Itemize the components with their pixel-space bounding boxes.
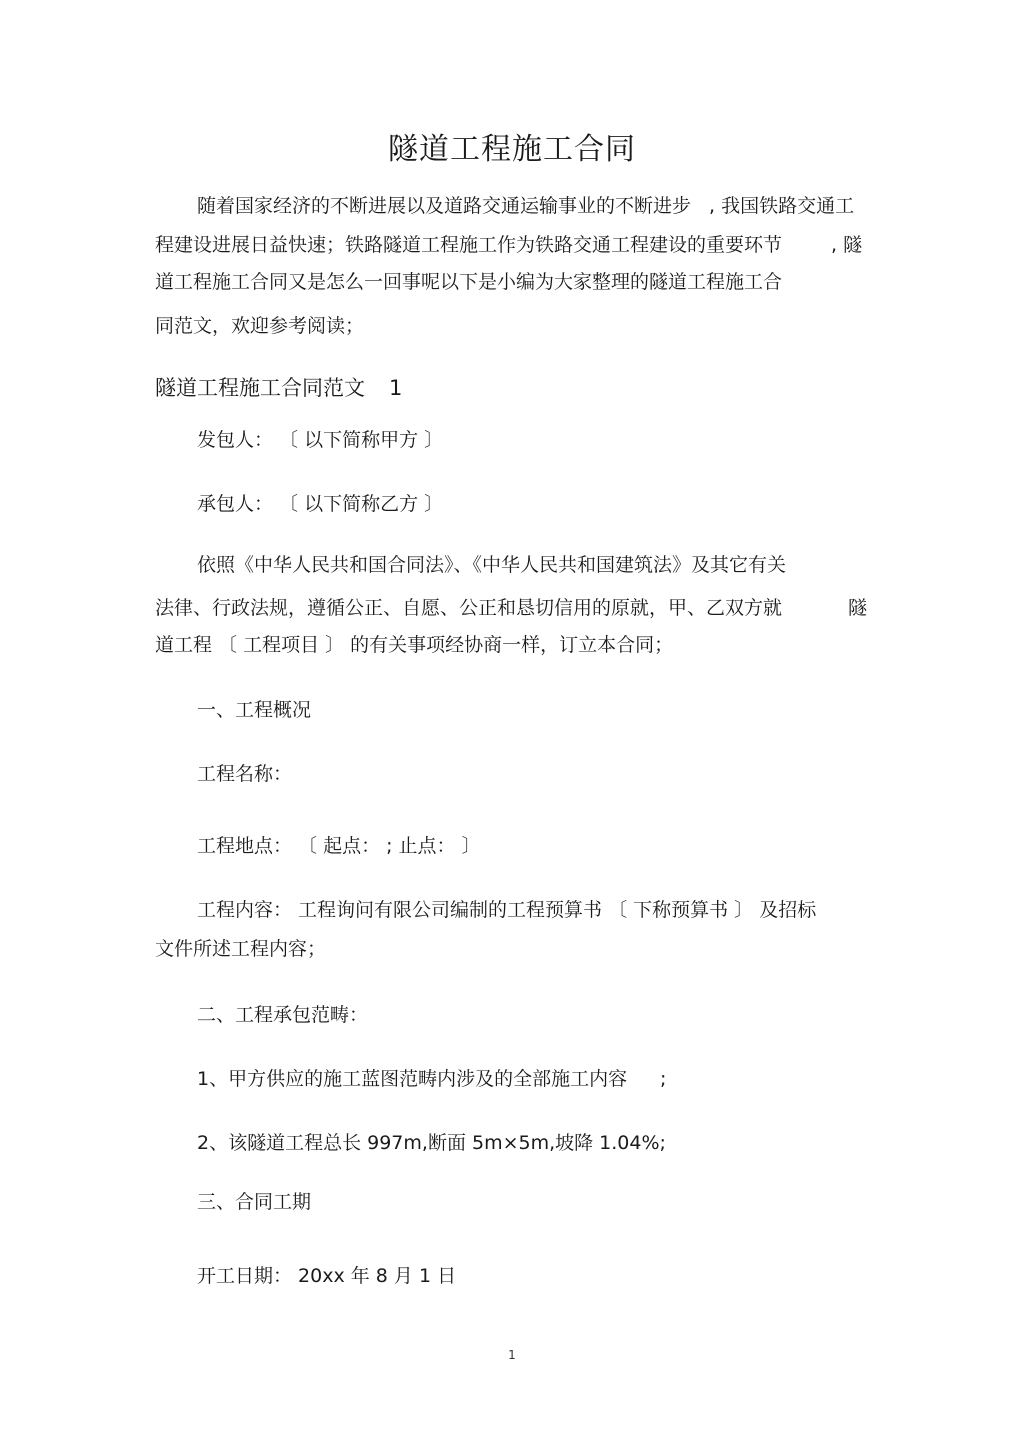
scope-item-1: 1、甲方供应的施工蓝图范畴内涉及的全部施工内容 bbox=[197, 1068, 628, 1090]
start-date: 开工日期： 20xx 年 8 月 1 日 bbox=[197, 1265, 457, 1287]
section-heading bbox=[155, 376, 402, 400]
project-name: 工程名称： bbox=[197, 763, 293, 785]
clause-3-heading: 三、合同工期 bbox=[197, 1191, 312, 1213]
basis-line-3: 道工程 〔 工程项目 〕 的有关事项经协商一样，订立本合同； bbox=[155, 634, 674, 656]
intro-line-2a: 程建设进展日益快速；铁路隧道工程施工作为铁路交通工程建设的重要环节 bbox=[155, 234, 783, 256]
intro-line-1a: 随着国家经济的不断进展以及道路交通运输事业的不断进步 bbox=[197, 195, 692, 217]
scope-item-2: 2、该隧道工程总长 997m,断面 5m×5m,坡降 1.04%; bbox=[197, 1132, 666, 1154]
intro-line-1b: , 我国铁路交通工 bbox=[709, 195, 855, 217]
section-heading-text: 隧道工程施工合同范文 bbox=[155, 376, 365, 400]
document-title: 隧道工程施工合同 bbox=[388, 132, 636, 167]
basis-line-1: 依照《中华人民共和国合同法》、《中华人民共和国建筑法》及其它有关 bbox=[197, 554, 787, 576]
section-heading-number: 1 bbox=[389, 376, 403, 400]
page-number: 1 bbox=[508, 1348, 516, 1362]
clause-2-heading: 二、工程承包范畴： bbox=[197, 1004, 369, 1026]
scope-item-1-end: ; bbox=[660, 1068, 667, 1090]
employer-line: 发包人： 〔 以下简称甲方 〕 bbox=[197, 429, 444, 451]
intro-line-4: 同范文，欢迎参考阅读； bbox=[155, 315, 365, 337]
clause-1-heading: 一、工程概况 bbox=[197, 699, 312, 721]
intro-line-3: 道工程施工合同又是怎么一回事呢以下是小编为大家整理的隧道工程施工合 bbox=[155, 271, 783, 293]
contractor-line: 承包人： 〔 以下简称乙方 〕 bbox=[197, 493, 444, 515]
project-content-line-1: 工程内容： 工程询问有限公司编制的工程预算书 〔 下称预算书 〕 及招标 bbox=[197, 899, 817, 921]
project-content-line-2: 文件所述工程内容； bbox=[155, 938, 327, 960]
basis-line-2a: 法律、行政法规，遵循公正、自愿、公正和恳切信用的原就，甲、乙双方就 bbox=[155, 597, 783, 619]
intro-line-2b: , 隧 bbox=[831, 234, 863, 256]
basis-line-2b: 隧 bbox=[848, 597, 868, 619]
project-location: 工程地点： 〔 起点： ; 止点： 〕 bbox=[197, 835, 481, 857]
